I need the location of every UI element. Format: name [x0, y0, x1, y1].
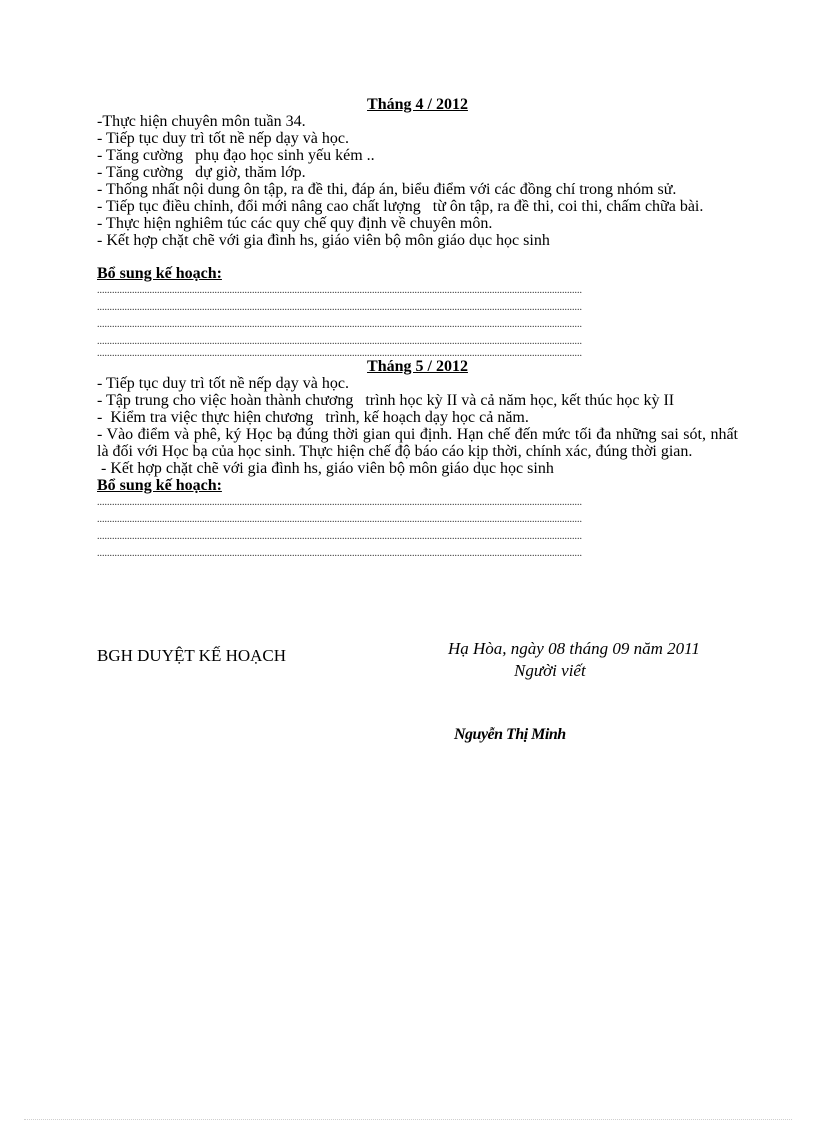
- section-may-list: [97, 375, 742, 477]
- list-item: - Tăng cường dự giờ, thăm lớp.: [97, 164, 306, 181]
- fill-in-line: ..................................................................................................................................................................................................: [97, 531, 582, 542]
- list-item: - Tiếp tục điều chỉnh, đổi mới nâng cao chất lượng từ ôn tập, ra đề thi, coi thi, chấm chữa bài.: [97, 198, 704, 215]
- list-item: - Vào điểm và phê, ký Học bạ đúng thời gian qui định. Hạn chế đến mức tối đa những sai sót, nhất là đối với Học bạ của học sinh. Thực hiện chế độ báo cáo kịp thời, chính xác, đúng thời gian.: [97, 426, 742, 460]
- supplement-heading-may: Bổ sung kế hoạch:: [97, 477, 222, 494]
- fill-in-line: ..................................................................................................................................................................................................: [97, 336, 582, 347]
- fill-in-line: ..................................................................................................................................................................................................: [97, 514, 582, 525]
- list-item: - Kết hợp chặt chẽ với gia đình hs, giáo viên bộ môn giáo dục học sinh: [97, 460, 554, 477]
- list-item: - Tăng cường phụ đạo học sinh yếu kém ..: [97, 147, 375, 164]
- page-bottom-divider: [24, 1119, 792, 1120]
- list-item: - Kiểm tra việc thực hiện chương trình, kế hoạch dạy học cả năm.: [97, 409, 529, 426]
- author-role: Người viết: [514, 661, 586, 680]
- fill-in-line: ..................................................................................................................................................................................................: [97, 319, 582, 330]
- supplement-heading-april: Bổ sung kế hoạch:: [97, 265, 222, 282]
- fill-in-line: ..................................................................................................................................................................................................: [97, 285, 582, 296]
- fill-in-line: ..................................................................................................................................................................................................: [97, 497, 582, 508]
- fill-in-line: ..................................................................................................................................................................................................: [97, 548, 582, 559]
- list-item: - Thực hiện nghiêm túc các quy chế quy định về chuyên môn.: [97, 215, 493, 232]
- section-heading-may: Tháng 5 / 2012: [367, 358, 468, 375]
- list-item: - Tiếp tục duy trì tốt nề nếp dạy và học.: [97, 375, 349, 392]
- list-item: - Tập trung cho việc hoàn thành chương trình học kỳ II và cả năm học, kết thúc học kỳ II: [97, 392, 675, 409]
- fill-in-line: ..................................................................................................................................................................................................: [97, 302, 582, 313]
- approval-label: BGH DUYỆT KẾ HOẠCH: [97, 646, 287, 665]
- list-item: - Tiếp tục duy trì tốt nề nếp dạy và học.: [97, 130, 349, 147]
- list-item: - Kết hợp chặt chẽ với gia đình hs, giáo viên bộ môn giáo dục học sinh: [97, 232, 550, 249]
- section-heading-april: Tháng 4 / 2012: [367, 96, 468, 113]
- fill-in-line: ..................................................................................................................................................................................................: [97, 350, 582, 358]
- document-body: [97, 96, 742, 562]
- author-signature-name: Nguyễn Thị Minh: [454, 726, 566, 743]
- list-item: -Thực hiện chuyên môn tuần 34.: [97, 113, 306, 130]
- list-item: - Thống nhất nội dung ôn tập, ra đề thi, đáp án, biểu điểm với các đồng chí trong nhóm sử.: [97, 181, 677, 198]
- signature-block: [448, 638, 700, 682]
- date-line: Hạ Hòa, ngày 08 tháng 09 năm 2011: [448, 639, 700, 658]
- section-april-list: [97, 113, 738, 249]
